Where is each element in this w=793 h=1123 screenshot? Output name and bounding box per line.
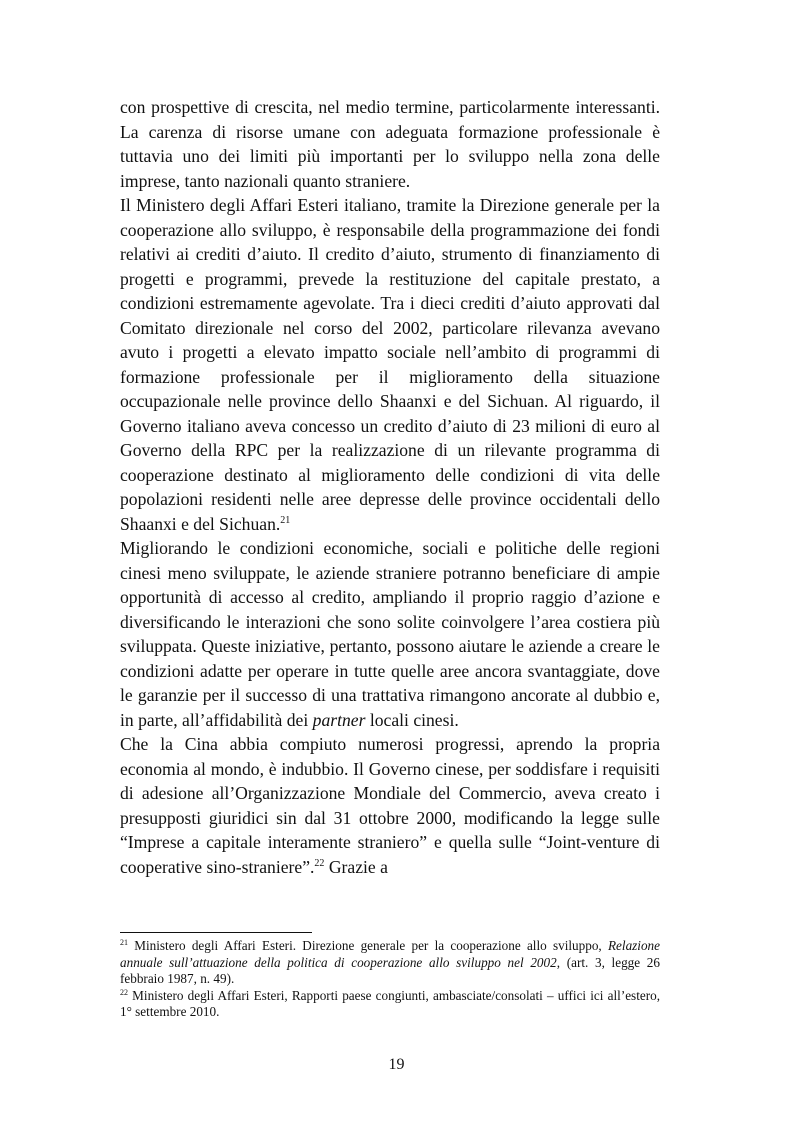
footnotes	[120, 938, 660, 1021]
footnote-21-title: Relazione annuale sull’attuazione della politica di cooperazione allo sviluppo nel 2002	[120, 938, 661, 970]
paragraph-3-text: Migliorando le condizioni economiche, sociali e politiche delle regioni cinesi meno sviluppate, le aziende straniere potranno beneficiare di ampie opportunità di accesso al credito, ampliando il proprio raggio d’azione e diversificando le interazioni che sono solite coinvolgere l’area costiera più sviluppata. Queste iniziative, pertanto, possono aiutare le aziende a creare le condizioni adatte per operare in tutte quelle aree ancora svantaggiate, dove le garanzie per il successo di una trattativa rimangono ancorate al dubbio e, in parte, all’affidabilità dei	[120, 538, 660, 730]
paragraph-4-text: Che la Cina abbia compiuto numerosi progressi, aprendo la propria economia al mondo, è indubbio. Il Governo cinese, per soddisfare i requisiti di adesione all’Organizzazione Mondiale del Commercio, aveva creato i presupposti giuridici sin dal 31 ottobre 2000, modificando la legge sulle “Imprese a capitale interamente straniero” e quella sulle “Joint-venture di cooperative sino-straniere”.	[120, 734, 660, 877]
footnote-22-text: Ministero degli Affari Esteri, Rapporti paese congiunti, ambasciate/consolati – uffici ici all’estero, 1° settembre 2010.	[120, 987, 660, 1019]
paragraph-3-italic: partner	[312, 709, 366, 730]
footnote-21-number: 21	[120, 938, 128, 947]
paragraph-3-tail: locali cinesi.	[365, 709, 459, 730]
page-number: 19	[388, 1056, 405, 1073]
paragraph-1	[120, 95, 660, 193]
footnote-ref-22[interactable]: 22	[314, 857, 325, 869]
paragraph-2-text: Il Ministero degli Affari Esteri italiano, tramite la Direzione generale per la cooperazione allo sviluppo, è responsabile della programmazione dei fondi relativi ai crediti d’aiuto. Il credito d’aiuto, strumento di finanziamento di progetti e programmi, prevede la restituzione del capitale prestato, a condizioni estremamente agevolate. Tra i dieci crediti d’aiuto approvati dal Comitato direzionale nel corso del 2002, particolare rilevanza avevano avuto i progetti a elevato impatto sociale nell’ambito di programmi di formazione professionale per il miglioramento della situazione occupazionale nelle province dello Shaanxi e del Sichuan. Al riguardo, il Governo italiano aveva concesso un credito d’aiuto di 23 milioni di euro al Governo della RPC per la realizzazione di un rilevante programma di cooperazione destinato al miglioramento delle condizioni di vita delle popolazioni residenti nelle aree depresse delle province occidentali dello Shaanxi e del Sichuan.	[120, 195, 660, 534]
paragraph-3	[120, 536, 660, 732]
footnote-ref-21[interactable]: 21	[280, 514, 291, 526]
footnote-22-number: 22	[120, 987, 128, 997]
paragraph-4-tail: Grazie a	[324, 856, 388, 877]
paragraph-2	[120, 193, 660, 536]
paragraph-4	[120, 732, 660, 879]
footnote-21-text-after: , (art. 3, legge 26 febbraio 1987, n. 49).	[120, 954, 660, 986]
footnote-21-text: Ministero degli Affari Esteri. Direzione generale per la cooperazione allo sviluppo,	[128, 938, 602, 953]
footnote-22	[120, 988, 660, 1021]
main-text	[120, 95, 660, 879]
footnote-21	[120, 938, 660, 988]
paragraph-1-text: con prospettive di crescita, nel medio termine, particolarmente interessanti. La carenza di risorse umane con adeguata formazione professionale è tuttavia uno dei limiti più importanti per lo sviluppo nella zona delle imprese, tanto nazionali quanto straniere.	[120, 97, 660, 191]
footnote-separator	[120, 932, 312, 933]
